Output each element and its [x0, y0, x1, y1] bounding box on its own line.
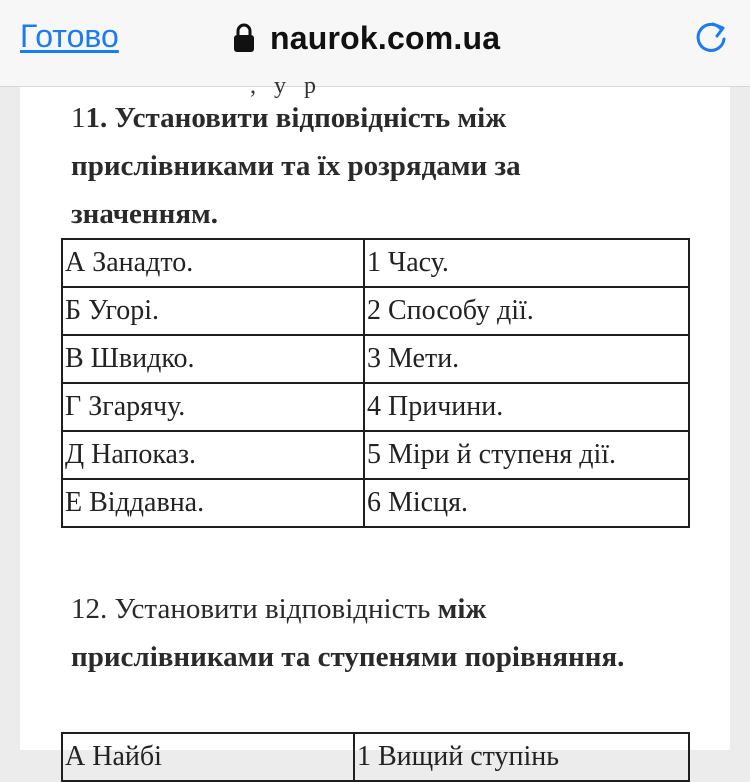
- cutoff-text: , у р: [250, 73, 322, 99]
- table-row: [62, 733, 689, 781]
- question-12-table: [61, 732, 690, 782]
- left-cell: А Занадто.: [62, 239, 364, 287]
- question-11-number-plain: 1: [71, 102, 86, 134]
- right-cell: 1 Часу.: [364, 239, 689, 287]
- question-12-heading: між прислівниками та ступенями порівняння.: [71, 593, 625, 673]
- right-cell: 6 Місця.: [364, 479, 689, 527]
- left-cell: Б Угорі.: [62, 287, 364, 335]
- question-11-heading: 1. Установити відповідність між прислівниками та їх розрядами за значенням.: [71, 102, 521, 230]
- address-bar[interactable]: [232, 16, 500, 60]
- right-cell: 4 Причини.: [364, 383, 689, 431]
- table-row: [62, 335, 689, 383]
- question-12-number: 12. Установити відповідність: [71, 593, 431, 625]
- browser-toolbar: [0, 0, 750, 87]
- right-cell: 5 Міри й ступеня дії.: [364, 431, 689, 479]
- table-row: [62, 239, 689, 287]
- done-button[interactable]: Готово: [20, 18, 119, 54]
- table-row: [62, 479, 689, 527]
- table-row: [62, 287, 689, 335]
- page-content: [20, 73, 730, 772]
- question-11-title: [71, 94, 631, 238]
- left-cell: Е Віддавна.: [62, 479, 364, 527]
- right-cell: 2 Способу дії.: [364, 287, 689, 335]
- reload-icon[interactable]: [693, 20, 729, 56]
- table-row: [62, 383, 689, 431]
- right-cell: 1 Вищий ступінь: [354, 733, 689, 781]
- left-cell: Г Згарячу.: [62, 383, 364, 431]
- right-cell: 3 Мети.: [364, 335, 689, 383]
- lock-icon: [232, 23, 256, 53]
- left-cell: В Швидко.: [62, 335, 364, 383]
- left-cell: Д Напоказ.: [62, 431, 364, 479]
- question-11-table: [61, 238, 690, 528]
- left-cell: А Найбі: [62, 733, 354, 781]
- url-text: naurok.com.ua: [270, 19, 501, 56]
- table-row: [62, 431, 689, 479]
- question-12-title: [71, 585, 631, 681]
